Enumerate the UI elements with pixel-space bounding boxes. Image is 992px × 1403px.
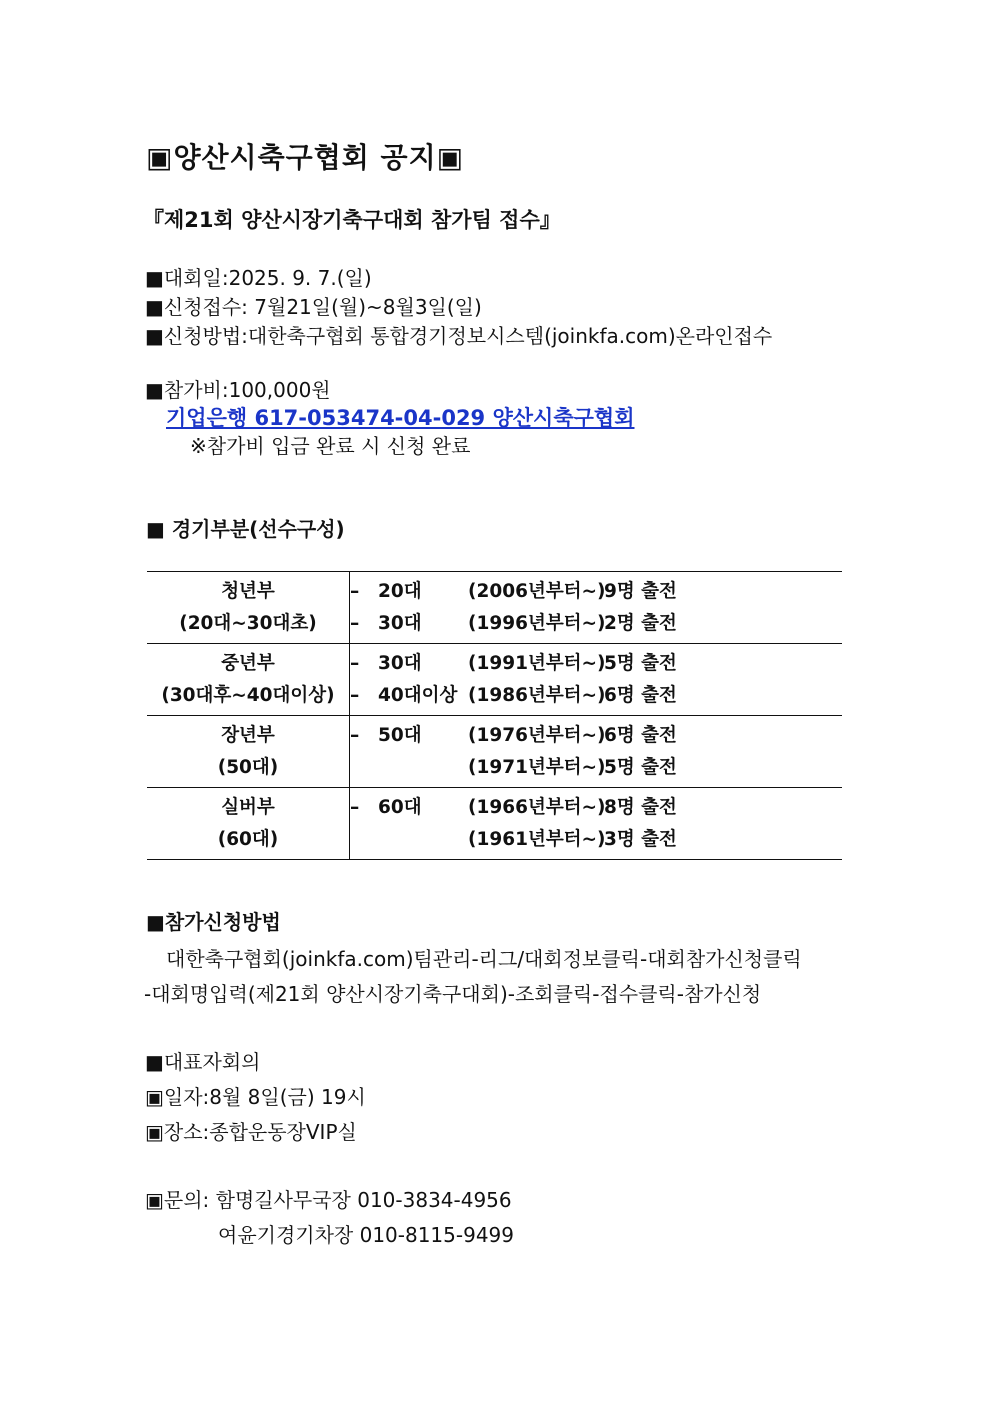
- player-count: 6명 출전: [604, 724, 677, 746]
- age-group: 20대: [378, 580, 422, 602]
- player-count: 9명 출전: [604, 580, 677, 602]
- player-count: 5명 출전: [604, 756, 677, 778]
- division-range: (30대후~40대이상): [161, 684, 335, 706]
- birth-year: (1961년부터~): [468, 828, 606, 850]
- table-row: [147, 788, 842, 860]
- division-name: 청년부: [221, 580, 275, 602]
- player-count: 8명 출전: [604, 796, 677, 818]
- birth-year: (1976년부터~): [468, 724, 606, 746]
- age-group: [378, 824, 468, 856]
- division-range: (20대~30대초): [179, 612, 317, 634]
- age-group: 40대이상: [378, 684, 458, 706]
- dash: –: [350, 652, 360, 674]
- tournament-subtitle: 『제21회 양산시장기축구대회 참가팀 접수』: [143, 208, 561, 232]
- division-range: (50대): [217, 756, 279, 778]
- player-count: 2명 출전: [604, 612, 677, 634]
- table-row: [147, 716, 842, 788]
- division-group: [147, 788, 350, 860]
- age-group: 30대: [378, 612, 422, 634]
- birth-year: (1991년부터~): [468, 652, 606, 674]
- division-detail: [350, 644, 843, 716]
- dash: [350, 752, 378, 784]
- dash: –: [350, 612, 360, 634]
- age-group: 30대: [378, 652, 422, 674]
- divisions-heading: ■ 경기부분(선수구성): [146, 517, 345, 541]
- notice-title: ▣양산시축구협회 공지▣: [146, 141, 465, 174]
- division-group: [147, 644, 350, 716]
- birth-year: (2006년부터~): [468, 580, 606, 602]
- player-count: 6명 출전: [604, 684, 677, 706]
- birth-year: (1971년부터~): [468, 756, 606, 778]
- age-group: 60대: [378, 796, 422, 818]
- age-group: 50대: [378, 724, 422, 746]
- tournament-date: ■대회일:2025. 9. 7.(일): [145, 266, 372, 290]
- entry-fee: ■참가비:100,000원: [145, 378, 331, 402]
- dash: –: [350, 684, 360, 706]
- bank-account-link[interactable]: 기업은행 617-053474-04-029 양산시축구협회: [166, 406, 635, 430]
- birth-year: (1996년부터~): [468, 612, 606, 634]
- contact-line-2: 여윤기경기차장 010-8115-9499: [218, 1223, 515, 1247]
- division-name: 장년부: [221, 724, 275, 746]
- player-count: 5명 출전: [604, 652, 677, 674]
- meeting-heading: ■대표자회의: [145, 1050, 261, 1074]
- dash: –: [350, 796, 360, 818]
- age-group: [378, 752, 468, 784]
- table-row: [147, 644, 842, 716]
- method-line-2: -대회명입력(제21회 양산시장기축구대회)-조회클릭-접수클릭-참가신청: [144, 982, 762, 1006]
- division-group: [147, 572, 350, 644]
- fee-note: ※참가비 입금 완료 시 신청 완료: [190, 434, 471, 458]
- division-range: (60대): [217, 828, 279, 850]
- divisions-table: [147, 571, 842, 860]
- meeting-date: ▣일자:8월 8일(금) 19시: [145, 1085, 366, 1109]
- table-row: [147, 572, 842, 644]
- dash: –: [350, 724, 360, 746]
- birth-year: (1966년부터~): [468, 796, 606, 818]
- division-name: 중년부: [221, 652, 275, 674]
- dash: –: [350, 580, 360, 602]
- birth-year: (1986년부터~): [468, 684, 606, 706]
- meeting-place: ▣장소:종합운동장VIP실: [145, 1120, 357, 1144]
- division-name: 실버부: [221, 796, 275, 818]
- division-detail: [350, 788, 843, 860]
- apply-method: ■신청방법:대한축구협회 통합경기정보시스템(joinkfa.com)온라인접수: [145, 324, 773, 348]
- method-line-1: 대한축구협회(joinkfa.com)팀관리-리그/대회정보클릭-대회참가신청클릭: [166, 947, 802, 971]
- division-detail: [350, 716, 843, 788]
- dash: [350, 824, 378, 856]
- player-count: 3명 출전: [604, 828, 677, 850]
- division-detail: [350, 572, 843, 644]
- apply-period: ■신청접수: 7월21일(월)~8월3일(일): [145, 295, 482, 319]
- division-group: [147, 716, 350, 788]
- contact-line-1: ▣문의: 함명길사무국장 010-3834-4956: [145, 1188, 512, 1212]
- method-heading: ■참가신청방법: [146, 910, 281, 934]
